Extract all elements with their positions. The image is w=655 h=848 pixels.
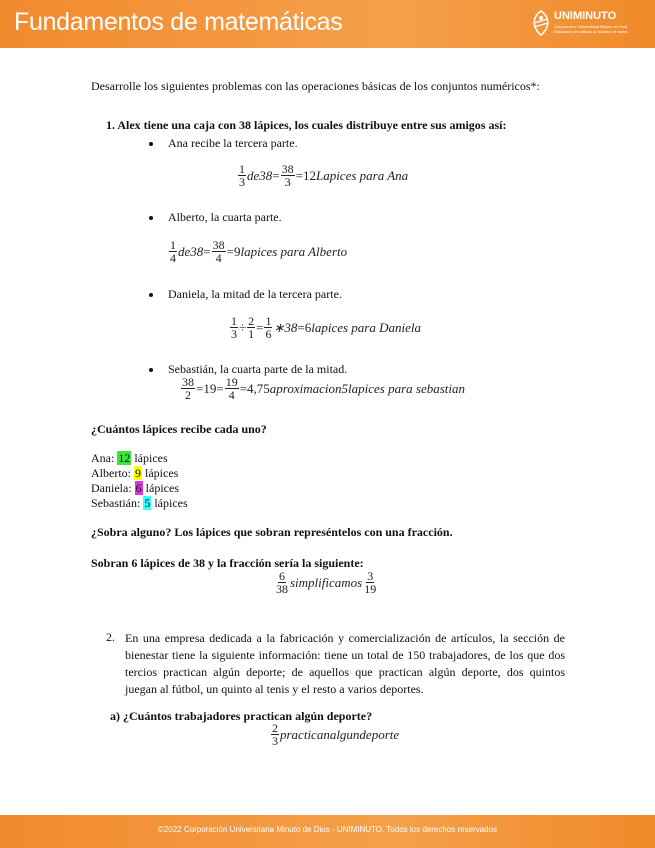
bullet-daniela: Daniela, la mitad de la tercera parte. — [168, 287, 342, 301]
equation-daniela: $\frac{1}{3}$ ÷ $\frac{2}{1}$ = $\frac{1}{6}$ ∗38 = 6 lapices para Daniela — [231, 314, 421, 341]
equation-alberto: $\frac{1}{4}$ de38 = $\frac{38}{4}$ = 9 lapices para Alberto — [170, 238, 348, 265]
leftover-statement: Sobran 6 lápices de 38 y la fracción sería la siguiente: — [91, 556, 364, 570]
intro-paragraph: Desarrolle los siguientes problemas con las operaciones básicas de los conjuntos numéricos*: — [91, 79, 540, 93]
answer-ana: Ana: 12 lápices — [91, 451, 168, 465]
question-a: a) ¿Cuántos trabajadores practican algún deporte? — [110, 709, 373, 723]
answer-alberto: Alberto: 9 lápices — [91, 466, 179, 480]
bullet-icon — [149, 216, 153, 220]
problem-2-number: 2. — [106, 630, 115, 644]
answer-sebastian: Sebastián: 5 lápices — [91, 496, 188, 510]
logo-subtitle: Corporación Universitaria Minuto de Dios Educación de calidad al alcance de todos — [554, 24, 628, 34]
equation-leftover: $\frac{6}{38}$ simplificamos $\frac{3}{19}$ — [276, 569, 377, 596]
bullet-ana: Ana recibe la tercera parte. — [168, 136, 298, 150]
copyright-text: ©2022 Corporación Universitaria Minuto de Dios - UNIMINUTO. Todos los derechos reservados — [157, 825, 498, 834]
uniminuto-logo — [530, 9, 640, 39]
question-how-many: ¿Cuántos lápices recibe cada uno? — [91, 422, 267, 436]
bullet-icon — [149, 142, 153, 146]
question-leftover: ¿Sobra alguno? Los lápices que sobran represéntelos con una fracción. — [91, 525, 453, 539]
page-header — [0, 0, 655, 48]
equation-sport: $\frac{2}{3}$ practicanalgundeporte — [272, 721, 400, 748]
bullet-sebastian: Sebastián, la cuarta parte de la mitad. — [168, 362, 348, 376]
equation-sebastian: $\frac{38}{2}$ = 19 = $\frac{19}{4}$ = 4,75 aproximacion5lapices para sebastian — [182, 375, 466, 402]
answer-daniela: Daniela: 6 lápices — [91, 481, 179, 495]
bullet-icon — [149, 368, 153, 372]
problem-1-heading: 1. Alex tiene una caja con 38 lápices, los cuales distribuye entre sus amigos así: — [106, 118, 507, 132]
uniminuto-logo-icon — [530, 9, 552, 37]
page-footer — [0, 815, 655, 848]
equation-ana: $\frac{1}{3}$ de38 = $\frac{38}{3}$ = 12 Lapices para Ana — [239, 162, 409, 189]
bullet-icon — [149, 293, 153, 297]
bullet-alberto: Alberto, la cuarta parte. — [168, 210, 282, 224]
logo-name: UNIMINUTO — [554, 10, 617, 22]
problem-2-text: En una empresa dedicada a la fabricación y comercialización de artículos, la sección de bienestar tiene la siguiente información: tiene un total de 150 trabajadores, de los que dos tercios practican algún deporte; de aquellos que practican algún deporte, dos quintos juegan al fútbol, un quinto al tenis y el resto a varios deportes. — [125, 631, 565, 696]
course-title: Fundamentos de matemáticas — [14, 8, 343, 36]
